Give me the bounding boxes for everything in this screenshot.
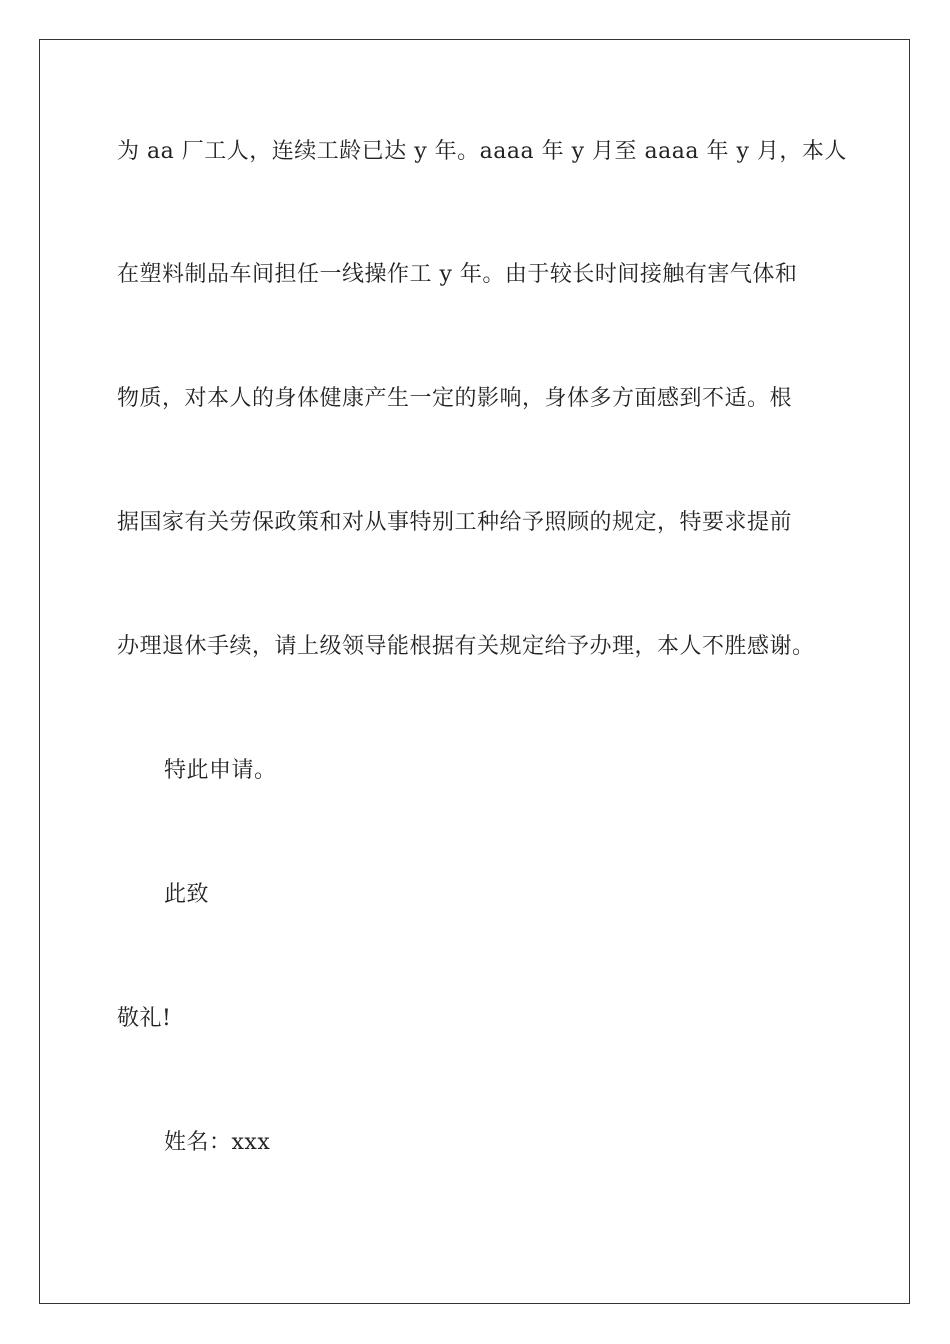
body-line-5: 办理退休手续，请上级领导能根据有关规定给予办理，本人不胜感谢。 bbox=[117, 634, 815, 659]
closing-statement: 特此申请。 bbox=[164, 758, 277, 783]
body-line-3: 物质，对本人的身体健康产生一定的影响，身体多方面感到不适。根 bbox=[117, 386, 793, 411]
body-line-4: 据国家有关劳保政策和对从事特别工种给予照顾的规定，特要求提前 bbox=[117, 510, 793, 535]
signature-name: 姓名：xxx bbox=[164, 1130, 271, 1155]
salutation-cizhi: 此致 bbox=[164, 882, 210, 907]
body-line-2: 在塑料制品车间担任一线操作工 y 年。由于较长时间接触有害气体和 bbox=[117, 262, 798, 287]
body-line-1: 为 aa 厂工人，连续工龄已达 y 年。aaaa 年 y 月至 aaaa 年 y 月，本人 bbox=[117, 139, 847, 164]
salutation-jingli: 敬礼! bbox=[117, 1006, 172, 1031]
page-frame bbox=[39, 39, 910, 1304]
